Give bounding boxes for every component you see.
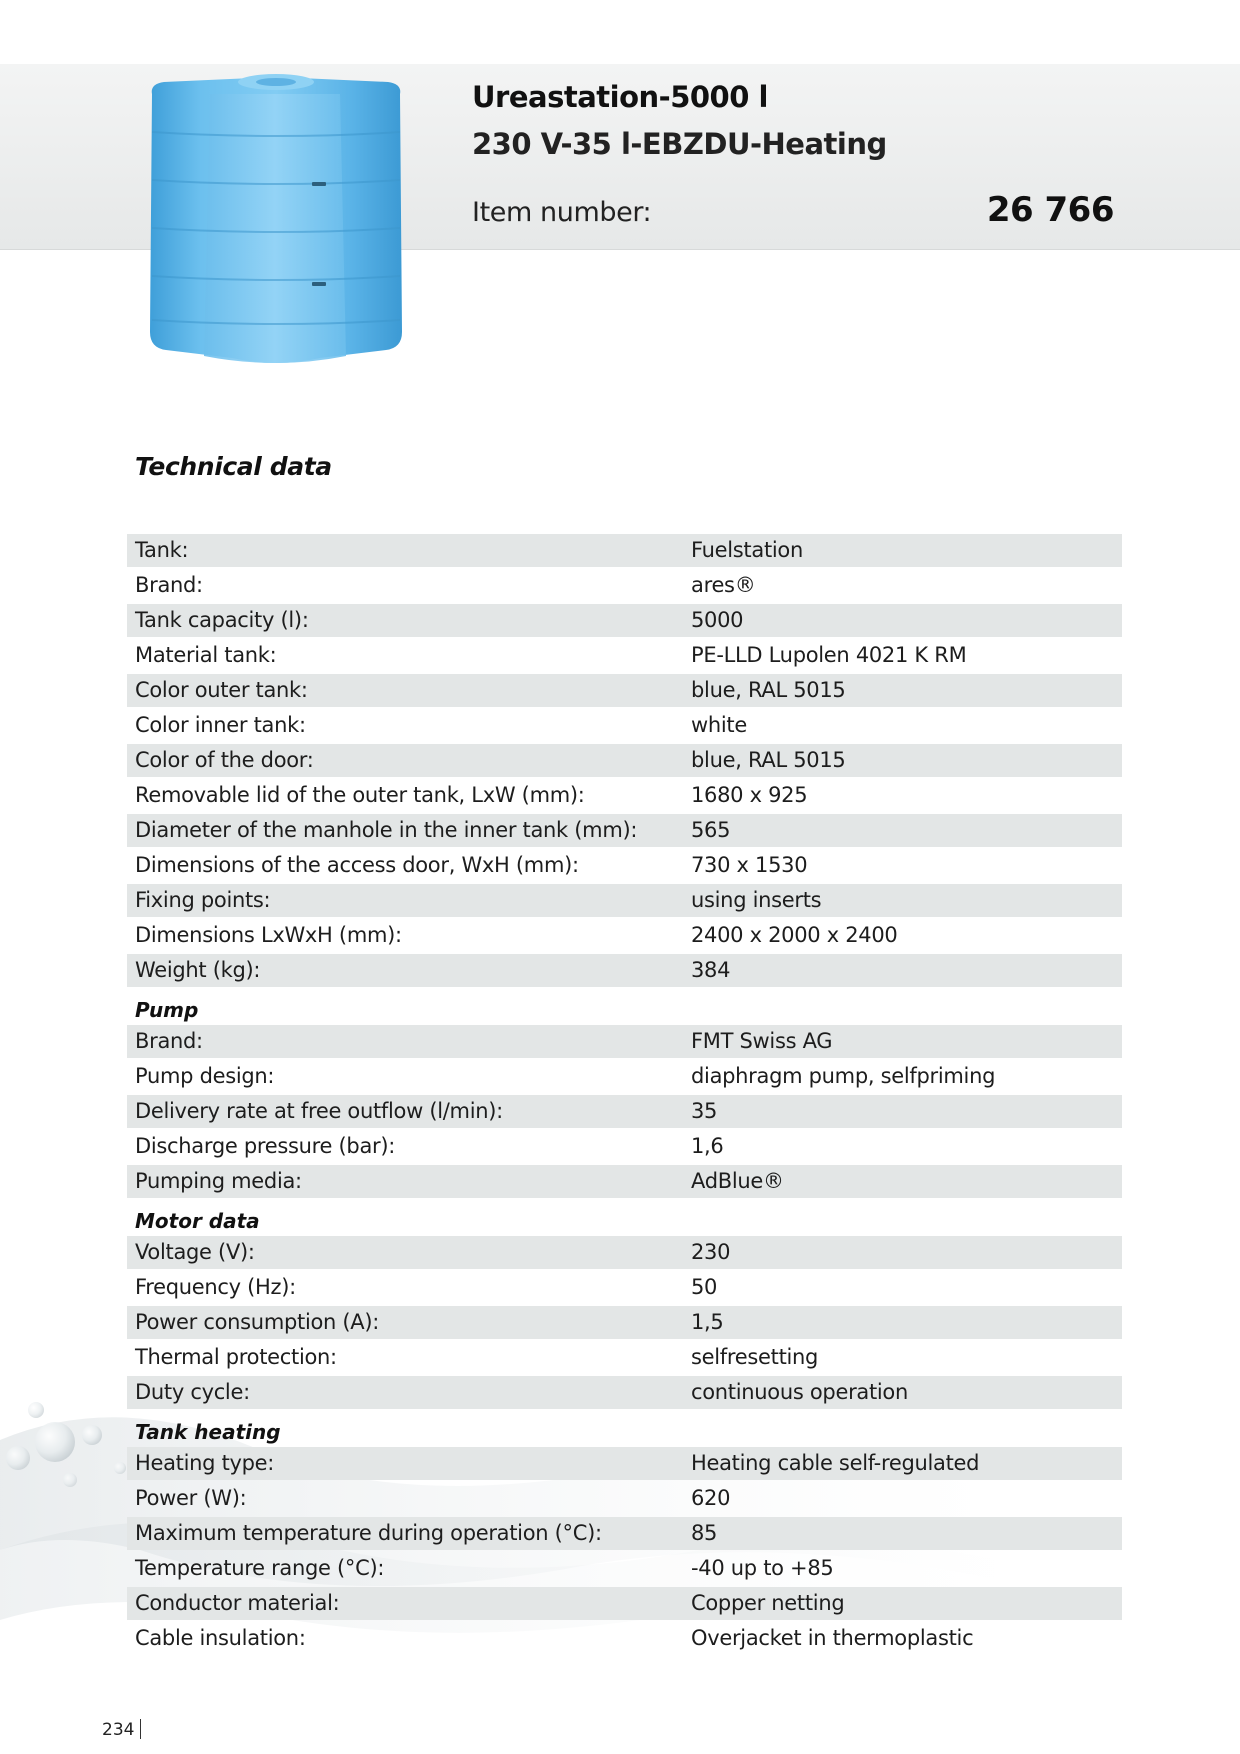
spec-label: Diameter of the manhole in the inner tank (mm): bbox=[135, 818, 638, 842]
spec-row bbox=[127, 779, 1122, 812]
spec-label: Brand: bbox=[135, 1029, 203, 1053]
section-title: Technical data bbox=[135, 452, 332, 481]
spec-row bbox=[127, 1306, 1122, 1339]
spec-value: -40 up to +85 bbox=[691, 1556, 834, 1580]
item-number-value: 26 766 bbox=[986, 190, 1114, 230]
spec-value: 1,6 bbox=[691, 1134, 724, 1158]
spec-row bbox=[127, 954, 1122, 987]
spec-group-title-heating: Tank heating bbox=[135, 1420, 281, 1444]
spec-row bbox=[127, 604, 1122, 637]
spec-value: 230 bbox=[691, 1240, 731, 1264]
spec-label: Tank: bbox=[135, 538, 189, 562]
spec-label: Frequency (Hz): bbox=[135, 1275, 296, 1299]
spec-row bbox=[127, 744, 1122, 777]
spec-label: Dimensions of the access door, WxH (mm): bbox=[135, 853, 579, 877]
spec-value: 565 bbox=[691, 818, 731, 842]
spec-row bbox=[127, 1447, 1122, 1480]
spec-value: continuous operation bbox=[691, 1380, 908, 1404]
spec-label: Conductor material: bbox=[135, 1591, 340, 1615]
spec-value: 620 bbox=[691, 1486, 731, 1510]
spec-value: Heating cable self-regulated bbox=[691, 1451, 980, 1475]
spec-value: 50 bbox=[691, 1275, 718, 1299]
spec-value: Overjacket in thermoplastic bbox=[691, 1626, 974, 1650]
product-title: Ureastation-5000 l bbox=[472, 80, 768, 114]
spec-row bbox=[127, 534, 1122, 567]
spec-row bbox=[127, 639, 1122, 672]
spec-row bbox=[127, 1060, 1122, 1093]
spec-value: blue, RAL 5015 bbox=[691, 678, 846, 702]
spec-label: Color inner tank: bbox=[135, 713, 306, 737]
spec-value: white bbox=[691, 713, 747, 737]
spec-row bbox=[127, 674, 1122, 707]
spec-row bbox=[127, 1552, 1122, 1585]
spec-row bbox=[127, 1165, 1122, 1198]
spec-label: Voltage (V): bbox=[135, 1240, 255, 1264]
spec-value: 5000 bbox=[691, 608, 744, 632]
spec-value: 2400 x 2000 x 2400 bbox=[691, 923, 898, 947]
spec-label: Tank capacity (l): bbox=[135, 608, 309, 632]
spec-label: Power consumption (A): bbox=[135, 1310, 380, 1334]
product-subtitle: 230 V-35 l-EBZDU-Heating bbox=[472, 127, 887, 161]
spec-value: blue, RAL 5015 bbox=[691, 748, 846, 772]
spec-value: PE-LLD Lupolen 4021 K RM bbox=[691, 643, 967, 667]
spec-label: Material tank: bbox=[135, 643, 277, 667]
spec-row bbox=[127, 1095, 1122, 1128]
spec-row bbox=[127, 884, 1122, 917]
spec-row bbox=[127, 1517, 1122, 1550]
spec-label: Duty cycle: bbox=[135, 1380, 250, 1404]
spec-group-title-pump: Pump bbox=[135, 998, 199, 1022]
spec-label: Cable insulation: bbox=[135, 1626, 306, 1650]
spec-row bbox=[127, 1587, 1122, 1620]
spec-label: Fixing points: bbox=[135, 888, 271, 912]
spec-row bbox=[127, 1130, 1122, 1163]
spec-label: Weight (kg): bbox=[135, 958, 261, 982]
spec-value: 1680 x 925 bbox=[691, 783, 808, 807]
spec-label: Color outer tank: bbox=[135, 678, 308, 702]
spec-value: AdBlue® bbox=[691, 1169, 784, 1193]
spec-group-title-motor: Motor data bbox=[135, 1209, 260, 1233]
product-image bbox=[140, 72, 410, 412]
spec-value: using inserts bbox=[691, 888, 822, 912]
spec-row bbox=[127, 569, 1122, 602]
spec-row bbox=[127, 1236, 1122, 1269]
spec-label: Removable lid of the outer tank, LxW (mm): bbox=[135, 783, 585, 807]
spec-label: Color of the door: bbox=[135, 748, 314, 772]
spec-label: Delivery rate at free outflow (l/min): bbox=[135, 1099, 503, 1123]
spec-label: Discharge pressure (bar): bbox=[135, 1134, 396, 1158]
spec-label: Temperature range (°C): bbox=[135, 1556, 385, 1580]
spec-value: 35 bbox=[691, 1099, 718, 1123]
spec-value: 1,5 bbox=[691, 1310, 724, 1334]
spec-value: ares® bbox=[691, 573, 756, 597]
spec-row bbox=[127, 1622, 1122, 1655]
spec-value: diaphragm pump, selfpriming bbox=[691, 1064, 996, 1088]
spec-row bbox=[127, 919, 1122, 952]
spec-value: FMT Swiss AG bbox=[691, 1029, 833, 1053]
spec-label: Power (W): bbox=[135, 1486, 247, 1510]
spec-label: Brand: bbox=[135, 573, 203, 597]
spec-value: Fuelstation bbox=[691, 538, 803, 562]
spec-value: selfresetting bbox=[691, 1345, 819, 1369]
spec-table bbox=[127, 498, 1122, 1657]
spec-label: Dimensions LxWxH (mm): bbox=[135, 923, 402, 947]
item-number-label: Item number: bbox=[472, 197, 652, 228]
spec-row bbox=[127, 1376, 1122, 1409]
spec-row bbox=[127, 1271, 1122, 1304]
spec-row bbox=[127, 849, 1122, 882]
spec-value: Copper netting bbox=[691, 1591, 845, 1615]
spec-label: Pump design: bbox=[135, 1064, 275, 1088]
spec-label: Maximum temperature during operation (°C): bbox=[135, 1521, 602, 1545]
spec-label: Pumping media: bbox=[135, 1169, 302, 1193]
spec-row bbox=[127, 1025, 1122, 1058]
spec-row bbox=[127, 1341, 1122, 1374]
spec-row bbox=[127, 1482, 1122, 1515]
spec-row bbox=[127, 814, 1122, 847]
spec-value: 730 x 1530 bbox=[691, 853, 808, 877]
spec-label: Heating type: bbox=[135, 1451, 275, 1475]
spec-row bbox=[127, 709, 1122, 742]
page-number: 234 bbox=[102, 1719, 141, 1740]
spec-value: 384 bbox=[691, 958, 731, 982]
spec-value: 85 bbox=[691, 1521, 718, 1545]
spec-label: Thermal protection: bbox=[135, 1345, 337, 1369]
spec-group-title bbox=[127, 498, 1122, 534]
